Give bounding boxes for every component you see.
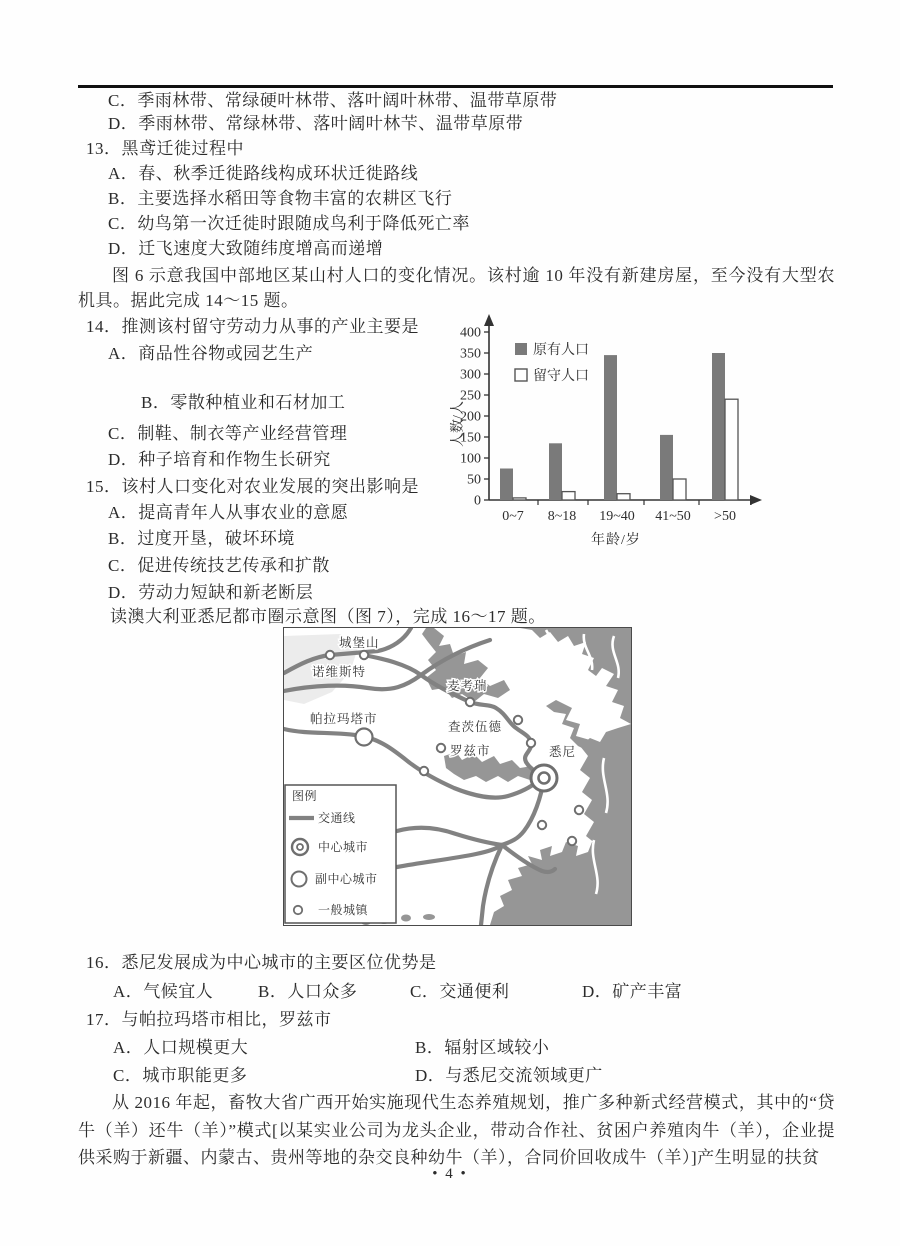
legend-label-center-city: 中心城市 <box>318 840 369 854</box>
town-circle-chatswood <box>514 716 522 724</box>
option-15-b: B．过度开垦，破坏环境 <box>108 529 295 548</box>
option-14-a: A．商品性谷物或园艺生产 <box>108 344 314 363</box>
bar-remaining-1 <box>562 492 575 500</box>
chart-canvas <box>448 312 848 560</box>
town-circle <box>420 767 428 775</box>
x-axis-title: 年龄/岁 <box>591 533 641 548</box>
sydney-metro-map <box>283 627 632 926</box>
question-14-stem: 14．推测该村留守劳动力从事的产业主要是 <box>86 317 419 336</box>
map-canvas <box>284 628 631 925</box>
y-tick-label: 100 <box>460 451 481 467</box>
option-15-d: D．劳动力短缺和新老断层 <box>108 583 314 602</box>
option-16-a: A．气候宜人 <box>113 982 214 1001</box>
question-15-stem: 15．该村人口变化对农业发展的突出影响是 <box>86 477 419 496</box>
subcenter-circle-parramatta <box>356 729 373 746</box>
bottom-paragraph: 从 2016 年起，畜牧大省广西开始实施现代生态养殖规划，推广多种新式经营模式，其中的“贷牛（羊）还牛（羊）”模式[以某实业公司为龙头企业，带动合作社、贫困户养殖肉牛（羊），企业提供采购于新疆、内蒙古、贵州等地的杂交良种幼牛（羊），合同价回收成牛（羊）]产生明显的扶贫 <box>78 1093 835 1167</box>
town-circle-rhodes <box>437 744 445 752</box>
y-axis-arrow-icon <box>484 314 494 326</box>
legend-center-city-symbol-inner <box>297 844 303 850</box>
option-15-c: C．促进传统技艺传承和扩散 <box>108 556 330 575</box>
page-number: • 4 • <box>432 1166 468 1182</box>
option-12-d: D．季雨林带、常绿林带、落叶阔叶林芐、温带草原带 <box>108 114 524 133</box>
bar-existing-3 <box>660 435 673 500</box>
bar-remaining-3 <box>673 479 686 500</box>
legend-label-town: 一般城镇 <box>318 903 369 917</box>
option-16-c: C．交通便利 <box>410 982 510 1001</box>
water-top-right <box>520 628 631 724</box>
y-axis-title: 人数/人 <box>451 401 466 447</box>
legend-label-existing: 原有人口 <box>533 343 589 358</box>
option-14-d: D．种子培育和作物生长研究 <box>108 450 331 469</box>
map-label-sydney: 悉尼 <box>549 745 577 759</box>
bar-existing-2 <box>604 355 617 500</box>
y-tick-label: 350 <box>460 346 481 362</box>
option-13-a: A．春、秋季迁徙路线构成环状迁徙路线 <box>108 164 419 183</box>
town-circle <box>326 651 334 659</box>
road <box>397 845 502 867</box>
option-17-a: A．人口规模更大 <box>113 1038 249 1057</box>
center-circle-sydney-inner <box>539 773 550 784</box>
legend-label-transport-line: 交通线 <box>318 811 356 825</box>
option-13-c: C．幼鸟第一次迁徙时跟随成鸟利于降低死亡率 <box>108 214 470 233</box>
legend-swatch-existing <box>515 343 527 355</box>
water-bottom-bay <box>490 832 631 925</box>
bar-existing-1 <box>549 443 562 500</box>
map-label-macquarie: 麦考瑞 <box>447 679 488 693</box>
x-axis-arrow-icon <box>750 495 762 505</box>
chart-bars-and-ticks <box>460 326 751 525</box>
map-water <box>361 628 631 925</box>
question-16-stem: 16．悉尼发展成为中心城市的主要区位优势是 <box>86 953 437 972</box>
x-tick-label: 41~50 <box>655 509 691 524</box>
question-17-stem: 17．与帕拉玛塔市相比，罗兹市 <box>86 1010 332 1029</box>
bar-remaining-0 <box>513 498 526 500</box>
y-tick-label: 300 <box>460 367 481 383</box>
map-legend-title: 图例 <box>292 789 318 803</box>
option-13-d: D．迁飞速度大致随纬度增高而递增 <box>108 239 384 258</box>
option-17-c: C．城市职能更多 <box>113 1066 248 1085</box>
y-tick-label: 250 <box>460 388 481 404</box>
figure7-intro-line: 读澳大利亚悉尼都市圈示意图（图 7），完成 16～17 题。 <box>110 607 546 626</box>
option-14-b: B．零散种植业和石材加工 <box>141 393 346 412</box>
map-label-rhodes: 罗兹市 <box>450 744 491 758</box>
legend-label-subcenter-city: 副中心城市 <box>315 872 378 886</box>
water-harbour <box>546 700 590 750</box>
legend-swatch-remaining <box>515 369 527 381</box>
population-bar-chart <box>448 312 848 560</box>
bar-existing-0 <box>500 469 513 501</box>
option-17-d: D．与悉尼交流领域更广 <box>415 1066 603 1085</box>
option-17-b: B．辐射区域较小 <box>415 1038 550 1057</box>
town-circle <box>575 806 583 814</box>
figure6-intro-paragraph: 图 6 示意我国中部地区某山村人口的变化情况。该村逾 10 年没有新建房屋，至今没有大型农机具。据此完成 14～15 题。 <box>78 266 835 310</box>
town-circle <box>360 651 368 659</box>
bar-existing-4 <box>712 353 725 500</box>
map-label-castle-hill: 城堡山 <box>339 636 380 650</box>
bar-remaining-2 <box>617 494 630 500</box>
x-tick-label: >50 <box>714 509 736 524</box>
top-rule <box>78 85 833 88</box>
road <box>397 828 502 845</box>
water-bit <box>401 915 411 922</box>
legend-label-remaining: 留守人口 <box>533 369 589 384</box>
bar-remaining-4 <box>725 399 738 500</box>
water-bit <box>423 914 435 920</box>
y-tick-label: 200 <box>460 409 481 425</box>
town-circle <box>538 821 546 829</box>
town-circle-macquarie <box>466 698 474 706</box>
map-label-norwest: 诺维斯特 <box>312 665 367 679</box>
map-label-chatswood: 查茨伍德 <box>448 720 503 734</box>
question-13-stem: 13．黑鸢迁徙过程中 <box>86 139 244 158</box>
y-tick-label: 150 <box>460 430 481 446</box>
town-circle <box>527 739 535 747</box>
option-12-c: C．季雨林带、常绿硬叶林带、落叶阔叶林带、温带草原带 <box>108 91 558 110</box>
option-13-b: B．主要选择水稻田等食物丰富的农耕区飞行 <box>108 189 453 208</box>
x-tick-label: 0~7 <box>502 509 524 524</box>
map-label-parramatta: 帕拉玛塔市 <box>310 712 378 726</box>
option-16-b: B．人口众多 <box>258 982 358 1001</box>
y-tick-label: 50 <box>467 472 481 488</box>
y-tick-label: 0 <box>474 493 481 509</box>
option-14-c: C．制鞋、制衣等产业经营管理 <box>108 424 348 443</box>
map-legend <box>285 785 396 923</box>
option-15-a: A．提高青年人从事农业的意愿 <box>108 503 349 522</box>
town-circle <box>568 837 576 845</box>
x-tick-label: 19~40 <box>599 509 635 524</box>
legend-town-symbol <box>294 906 302 914</box>
option-16-d: D．矿产丰富 <box>582 982 683 1001</box>
y-tick-label: 400 <box>460 325 481 341</box>
x-tick-label: 8~18 <box>547 509 577 524</box>
legend-subcenter-city-symbol <box>292 872 307 887</box>
